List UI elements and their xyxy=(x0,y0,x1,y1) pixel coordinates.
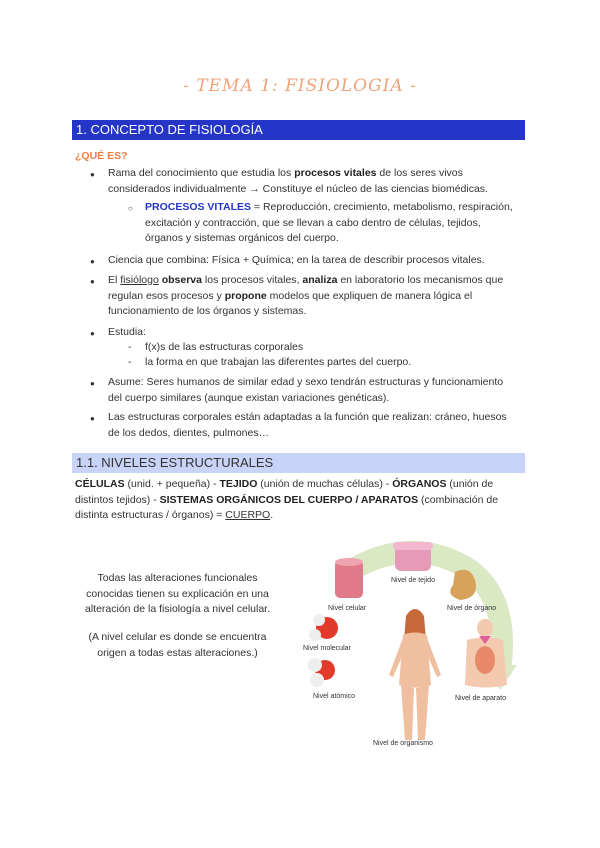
label-atomic: Nivel atómico xyxy=(313,693,356,700)
sub-bullet-circle: ○ xyxy=(128,204,133,213)
molecule-icon xyxy=(309,614,338,641)
section-heading-levels: 1.1. NIVELES ESTRUCTURALES xyxy=(72,453,525,473)
label-organ: Nivel de órgano xyxy=(447,605,497,612)
dash-marker: - xyxy=(128,341,132,353)
bullet-dot: ● xyxy=(90,277,95,286)
organ-icon xyxy=(450,570,476,600)
note-origin: (A nivel celular es donde se encuentra origen a todas estas alteraciones.) xyxy=(88,631,267,659)
bullet-paragraph-assumes: Asume: Seres humanos de similar edad y sexo tendrán estructuras y funcionamiento del cuerpo similares (aunque existan variaciones genéticas). xyxy=(108,376,504,404)
bullet-paragraph-science: Ciencia que combina: Física + Química; en la tarea de describir procesos vitales. xyxy=(108,254,485,266)
bullet-paragraph-physiologist: El fisiólogo observa los procesos vitales, analiza en laboratorio los mecanismos que regulan esos procesos y propone modelos que expliquen de manera lógica el funcionamiento de los órganos y sistemas. xyxy=(108,274,504,317)
page-title: - TEMA 1: FISIOLOGIA - xyxy=(183,76,417,96)
structural-levels-diagram xyxy=(295,540,530,755)
organism-icon xyxy=(389,609,441,740)
tissue-icon xyxy=(393,542,433,571)
cell-icon xyxy=(335,558,363,598)
bullet-dot: ● xyxy=(90,257,95,266)
label-tissue: Nivel de tejido xyxy=(391,577,435,584)
label-molecular: Nivel molecular xyxy=(303,645,351,652)
bullet-paragraph-adapted: Las estructuras corporales están adaptadas a la función que realizan: cráneo, huesos de los dedos, dientes, pulmones… xyxy=(108,411,507,439)
dash-item-parts: la forma en que trabajan las diferentes partes del cuerpo. xyxy=(145,356,412,368)
bullet-paragraph-definition: Rama del conocimiento que estudia los procesos vitales de los seres vivos considerados individualmente → Constituye el núcleo de las ciencias biomédicas. xyxy=(108,167,488,195)
dash-marker: - xyxy=(128,356,132,368)
label-system: Nivel de aparato xyxy=(455,695,506,702)
bullet-dot: ● xyxy=(90,170,95,179)
dash-item-structures: f(x)s de las estructuras corporales xyxy=(145,341,304,353)
levels-paragraph: CÉLULAS (unid. + pequeña) - TEJIDO (unión de muchas células) - ÓRGANOS (unión de distintos tejidos) - SISTEMAS ORGÁNICOS DEL CUERPO / APARATOS (combinación de distinta estructuras / órganos) = CUERPO. xyxy=(75,478,499,521)
bullet-dot: ● xyxy=(90,379,95,388)
atom-icon xyxy=(308,658,335,687)
bullet-paragraph-studies: Estudia: xyxy=(108,326,146,338)
label-organism: Nivel de organismo xyxy=(373,740,433,747)
subheading-what-is: ¿QUÉ ES? xyxy=(75,150,128,162)
bullet-dot: ● xyxy=(90,414,95,423)
note-alterations: Todas las alteraciones funcionales conocidas tienen su explicación en una alteración de la fisiología a nivel celular. xyxy=(84,572,271,615)
label-cell: Nivel celular xyxy=(328,605,367,612)
bullet-dot: ● xyxy=(90,329,95,338)
sub-bullet-vital-processes: PROCESOS VITALES = Reproducción, crecimiento, metabolismo, respiración, excitación y contracción, que se llevan a cabo dentro de células, tejidos, órganos y sistemas orgánicos del cuerpo. xyxy=(145,201,513,244)
section-heading-concept: 1. CONCEPTO DE FISIOLOGÍA xyxy=(72,120,525,140)
